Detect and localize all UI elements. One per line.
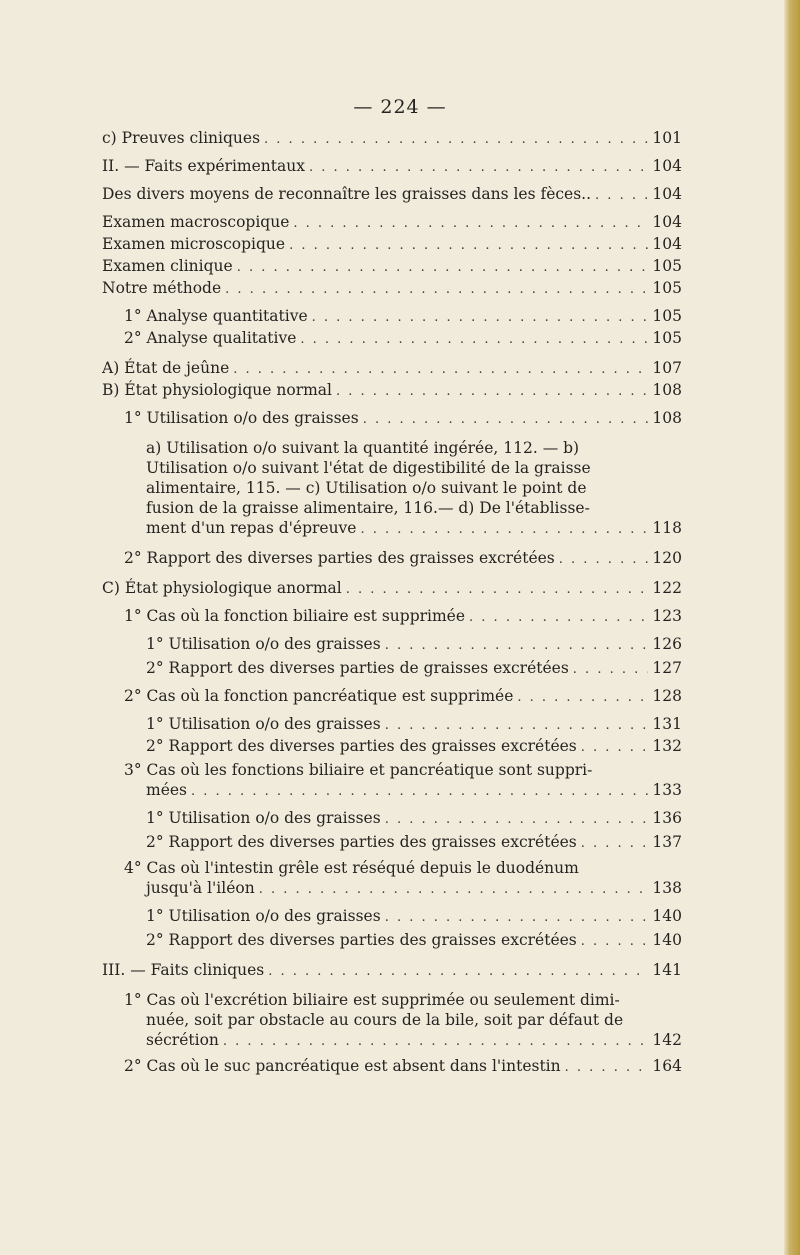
toc-entry-label: Des divers moyens de reconnaître les graisses dans les fèces.. xyxy=(102,185,592,203)
dot-leader xyxy=(264,130,648,150)
toc-entry-page: 136 xyxy=(652,809,682,827)
toc-entry-label: ment d'un repas d'épreuve xyxy=(146,519,357,537)
toc-entry-label: II. — Faits expérimentaux xyxy=(102,157,305,175)
toc-entry-label: A) État de jeûne xyxy=(102,359,230,377)
dot-leader xyxy=(581,738,649,758)
toc-entry xyxy=(146,658,682,680)
toc-entry-label: 1° Utilisation o/o des graisses xyxy=(146,635,381,653)
dot-leader xyxy=(312,308,649,328)
toc-entry xyxy=(146,832,682,854)
dot-leader xyxy=(363,410,649,430)
toc-entry-page: 105 xyxy=(652,279,682,297)
toc-entry-page: 131 xyxy=(652,715,682,733)
toc-entry-label: 1° Utilisation o/o des graisses xyxy=(146,809,381,827)
toc-entry-page: 140 xyxy=(652,931,682,949)
toc-entry-page: 164 xyxy=(652,1057,682,1075)
toc-entry-label: sécrétion xyxy=(146,1031,219,1049)
toc-entry xyxy=(146,808,682,830)
dot-leader xyxy=(336,382,648,402)
toc-entry-line: a) Utilisation o/o suivant la quantité ingérée, 112. — b) xyxy=(146,439,580,457)
dot-leader xyxy=(385,636,649,656)
dot-leader xyxy=(581,834,649,854)
toc-entry xyxy=(146,736,682,758)
dot-leader xyxy=(223,1032,649,1052)
toc-entry-label: 2° Rapport des diverses parties des graisses excrétées xyxy=(146,931,577,949)
toc-entry-page: 104 xyxy=(652,235,682,253)
toc-entry-page: 123 xyxy=(652,607,682,625)
dot-leader xyxy=(237,258,649,278)
toc-entry-line: 1° Cas où l'excrétion biliaire est supprimée ou seulement dimi- xyxy=(124,991,620,1009)
toc-entry-page: 105 xyxy=(652,257,682,275)
toc-entry-label: III. — Faits cliniques xyxy=(102,961,265,979)
dot-leader xyxy=(517,688,648,708)
toc-entry-page: 128 xyxy=(652,687,682,705)
toc-entry-page: 104 xyxy=(652,185,682,203)
toc-entry xyxy=(102,256,682,278)
toc-entry xyxy=(124,306,682,328)
toc-entry-page: 118 xyxy=(652,519,682,537)
toc-entry xyxy=(124,686,682,708)
toc-entry-label: Examen microscopique xyxy=(102,235,286,253)
toc-entry xyxy=(102,128,682,150)
toc-entry xyxy=(124,328,682,350)
toc-entry xyxy=(124,606,682,628)
toc-entry xyxy=(124,408,682,430)
toc-entry-page: 120 xyxy=(652,549,682,567)
dot-leader xyxy=(225,280,648,300)
toc-entry xyxy=(124,548,682,570)
toc-entry-page: 105 xyxy=(652,329,682,347)
dot-leader xyxy=(289,236,648,256)
toc-entry xyxy=(102,380,682,402)
dot-leader xyxy=(309,158,648,178)
dot-leader xyxy=(469,608,648,628)
dot-leader xyxy=(360,520,648,540)
dot-leader xyxy=(385,908,649,928)
dot-leader xyxy=(259,880,649,900)
toc-entry xyxy=(102,234,682,256)
toc-entry-label: 2° Rapport des diverses parties de graisses excrétées xyxy=(146,659,569,677)
toc-entry-label: mées xyxy=(146,781,187,799)
toc-entry-page: 107 xyxy=(652,359,682,377)
toc-entry-label: 2° Cas où le suc pancréatique est absent dans l'intestin xyxy=(124,1057,561,1075)
dot-leader xyxy=(581,932,649,952)
toc-entry-page: 132 xyxy=(652,737,682,755)
toc-entry-page: 108 xyxy=(652,381,682,399)
toc-entry xyxy=(146,634,682,656)
toc-entry-page: 140 xyxy=(652,907,682,925)
toc-entry-line: 4° Cas où l'intestin grêle est réséqué depuis le duodénum xyxy=(124,859,579,877)
page-edge xyxy=(784,0,800,1255)
toc-entry xyxy=(146,438,682,540)
toc-entry xyxy=(102,278,682,300)
toc-entry xyxy=(146,714,682,736)
toc-entry-label: 1° Cas où la fonction biliaire est supprimée xyxy=(124,607,466,625)
toc-entry-page: 122 xyxy=(652,579,682,597)
dot-leader xyxy=(233,360,648,380)
dot-leader xyxy=(191,782,648,802)
toc-entry-page: 127 xyxy=(652,659,682,677)
toc-entry-line: Utilisation o/o suivant l'état de digestibilité de la graisse xyxy=(146,459,591,477)
toc-entry-label: 2° Rapport des diverses parties des graisses excrétées xyxy=(124,549,555,567)
toc-entry-page: 101 xyxy=(652,129,682,147)
toc-entry-page: 133 xyxy=(652,781,682,799)
toc-entry-label: 1° Utilisation o/o des graisses xyxy=(124,409,359,427)
toc-entry xyxy=(124,1056,682,1078)
toc-entry-page: 105 xyxy=(652,307,682,325)
toc-entry-page: 138 xyxy=(652,879,682,897)
toc-entry-label: Examen clinique xyxy=(102,257,233,275)
toc-entry-line: nuée, soit par obstacle au cours de la bile, soit par défaut de xyxy=(146,1011,624,1029)
toc-entry-label: Notre méthode xyxy=(102,279,222,297)
toc-entry-page: 104 xyxy=(652,213,682,231)
toc-entry-label: 2° Rapport des diverses parties des graisses excrétées xyxy=(146,833,577,851)
toc-entry-page: 104 xyxy=(652,157,682,175)
toc-entry-line: alimentaire, 115. — c) Utilisation o/o suivant le point de xyxy=(146,479,587,497)
toc-entry-line: 3° Cas où les fonctions biliaire et pancréatique sont suppri- xyxy=(124,761,593,779)
toc-entry xyxy=(102,156,682,178)
toc-entry xyxy=(102,184,682,206)
toc-entry-page: 142 xyxy=(652,1031,682,1049)
dot-leader xyxy=(293,214,648,234)
toc-entry-label: C) État physiologique anormal xyxy=(102,579,342,597)
toc-entry xyxy=(102,960,682,982)
toc-entry-label: 1° Utilisation o/o des graisses xyxy=(146,907,381,925)
toc-entry xyxy=(102,358,682,380)
dot-leader xyxy=(573,660,649,680)
toc-entry-label: c) Preuves cliniques xyxy=(102,129,261,147)
page-number-header: — 224 — xyxy=(353,96,447,118)
toc-entry-page: 126 xyxy=(652,635,682,653)
toc-entry xyxy=(124,858,682,900)
toc-entry-label: 1° Utilisation o/o des graisses xyxy=(146,715,381,733)
toc-entry-page: 108 xyxy=(652,409,682,427)
toc-entry-label: B) État physiologique normal xyxy=(102,381,333,399)
toc-entry xyxy=(102,578,682,600)
dot-leader xyxy=(346,580,649,600)
dot-leader xyxy=(300,330,648,350)
toc-entry-label: jusqu'à l'iléon xyxy=(146,879,255,897)
dot-leader xyxy=(385,716,649,736)
toc-entry-label: 2° Cas où la fonction pancréatique est supprimée xyxy=(124,687,514,705)
toc-entry-label: 2° Rapport des diverses parties des graisses excrétées xyxy=(146,737,577,755)
toc-entry-page: 137 xyxy=(652,833,682,851)
dot-leader xyxy=(565,1058,649,1078)
toc-entry-label: Examen macroscopique xyxy=(102,213,290,231)
toc-entry-page: 141 xyxy=(652,961,682,979)
toc-entry-label: 1° Analyse quantitative xyxy=(124,307,308,325)
dot-leader xyxy=(385,810,649,830)
toc-entry xyxy=(146,930,682,952)
dot-leader xyxy=(268,962,648,982)
toc-entry xyxy=(124,990,682,1052)
dot-leader xyxy=(559,550,649,570)
toc-entry xyxy=(102,212,682,234)
toc-entry xyxy=(124,760,682,802)
toc-entry-line: fusion de la graisse alimentaire, 116.— d) De l'établisse- xyxy=(146,499,590,517)
toc-entry-label: 2° Analyse qualitative xyxy=(124,329,297,347)
dot-leader xyxy=(595,186,648,206)
toc-entry xyxy=(146,906,682,928)
